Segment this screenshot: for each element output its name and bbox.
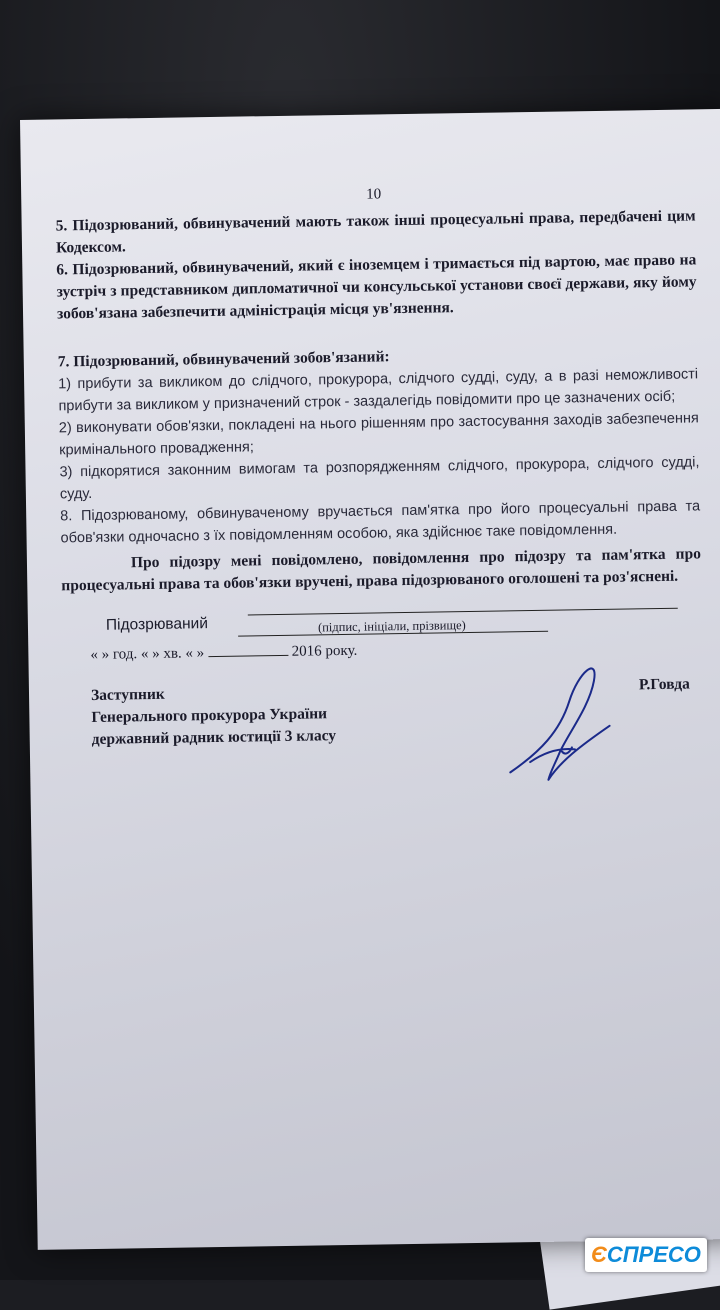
- espreso-watermark-logo: [585, 1238, 707, 1272]
- date-time-fields: « » год. « » хв. « »: [90, 645, 205, 663]
- official-title-line-1: Заступник: [90, 685, 165, 704]
- paragraph-7-item-1: 1) прибути за викликом до слідчого, прокурора, слідчого судді, суду, а в разі неможливості прибути за викликом у призначений строк - заздалегідь повідомити про це зазначених осіб;: [58, 366, 699, 415]
- official-title: [91, 681, 336, 751]
- page-number: 10: [366, 186, 382, 203]
- paragraph-7-item-3: 3) підкорятися законним вимогам та розпорядженням слідчого, прокурора, слідчого судді, суду.: [59, 454, 700, 503]
- paragraph-5: 5. Підозрюваний, обвинувачений мають також інші процесуальні права, передбачені цим Кодексом.: [55, 207, 696, 257]
- date-year: 2016 року.: [291, 642, 358, 660]
- date-blank-line: [208, 645, 288, 657]
- signature-hint: (підпис, ініціали, прізвище): [317, 618, 466, 635]
- handwritten-signature: [498, 651, 630, 793]
- notice-statement: Про підозру мені повідомлено, повідомлення про підозру та пам'ятка про процесуальні права та обов'язки вручені, права підозрюваного оголошені та роз'яснені.: [61, 545, 702, 595]
- paragraph-7-item-2: 2) виконувати обов'язки, покладені на нього рішенням про застосування заходів забезпечення кримінального провадження;: [58, 410, 699, 459]
- paragraph-8: 8. Підозрюваному, обвинуваченому вручається пам'ятка про його процесуальні права та обов'язки одночасно з їх повідомленням особою, яка здійснює таке повідомлення.: [60, 498, 701, 547]
- paragraph-6: 6. Підозрюваний, обвинувачений, який є іноземцем і тримається під вартою, має право на зустріч з представником дипломатичної чи консульської установи своєї держави, яку йому зобов'язана забезпечити адміністрація місця ув'язнення.: [56, 251, 697, 323]
- logo-letter-e: Є: [591, 1242, 607, 1267]
- divider-line: [248, 608, 678, 616]
- official-title-line-2: Генерального прокурора України: [91, 705, 328, 726]
- official-name: Р.Говда: [638, 675, 690, 694]
- suspect-label: Підозрюваний: [105, 615, 209, 634]
- paragraph-7-heading: 7. Підозрюваний, обвинувачений зобов'язаний:: [57, 348, 390, 371]
- date-time-row: [90, 643, 357, 664]
- logo-text: СПРЕСО: [606, 1242, 701, 1267]
- document-page: [20, 109, 720, 1250]
- official-title-line-3: державний радник юстиції 3 класу: [91, 727, 337, 748]
